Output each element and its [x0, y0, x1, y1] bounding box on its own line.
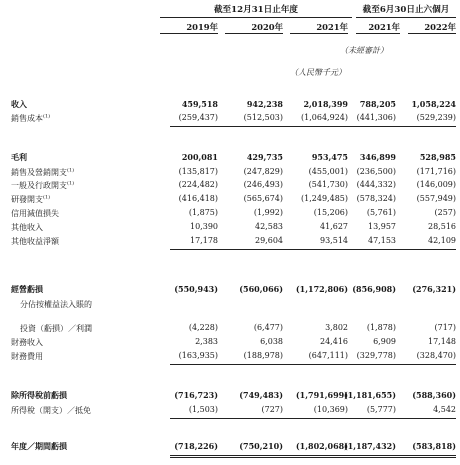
group-header-year: 截至12月31日止年度 — [160, 3, 352, 18]
cell: (328,470) — [416, 351, 456, 360]
cell: (1,503) — [188, 405, 218, 414]
cell: (259,437) — [178, 113, 218, 122]
row-label: 分佔按權益法入賬的 — [20, 300, 92, 309]
cell: (329,778) — [356, 351, 396, 360]
subtotal-rule — [170, 249, 456, 250]
cell: 47,153 — [368, 236, 396, 245]
cell: (6,477) — [253, 323, 283, 332]
cell: 429,735 — [246, 152, 283, 162]
cell: (5,777) — [366, 405, 396, 414]
row-label: 信用減值損失 — [11, 209, 59, 218]
cell: (188,978) — [243, 351, 283, 360]
cell: (236,500) — [356, 167, 396, 176]
cell: 788,205 — [359, 99, 396, 109]
cell: (717) — [434, 323, 456, 332]
cell: (441,306) — [356, 113, 396, 122]
cell: (727) — [261, 405, 283, 414]
cell: 10,390 — [190, 222, 218, 231]
cell: 93,514 — [320, 236, 348, 245]
cell: (560,066) — [239, 284, 283, 294]
row-label: 毛利 — [11, 152, 27, 162]
row-label: 研發開支$^{(1)}$ — [11, 194, 51, 204]
row-label: 財務費用 — [11, 352, 43, 361]
cell: (1,064,924) — [301, 113, 348, 122]
cell: 42,583 — [255, 222, 283, 231]
col-header-2021: 2021年 — [290, 21, 348, 34]
cell: (224,482) — [178, 180, 218, 189]
total-double-rule — [170, 455, 456, 458]
cell: (15,206) — [313, 208, 348, 217]
cell: (276,321) — [412, 284, 456, 294]
row-label: 銷售成本$^{(1)}$ — [11, 113, 51, 123]
cell: (1,172,806) — [295, 284, 348, 294]
row-label: 除所得稅前虧損 — [11, 390, 67, 400]
cell: 4,542 — [433, 405, 456, 414]
row-label: 所得稅（開支）／抵免 — [11, 406, 91, 415]
cell: (171,716) — [416, 167, 456, 176]
cell: 953,475 — [311, 152, 348, 162]
col-header-2021-h1: 2021年 — [356, 21, 400, 34]
row-label: 年度／期間虧損 — [11, 441, 67, 451]
cell: 942,238 — [246, 99, 283, 109]
cell: (1,791,699) — [295, 390, 348, 400]
cell: 41,627 — [320, 222, 348, 231]
row-label: 其他收入 — [11, 223, 43, 232]
row-label: 投資（虧損）／利潤 — [20, 324, 92, 333]
cell: 13,957 — [368, 222, 396, 231]
cell: 24,416 — [320, 337, 348, 346]
cell: (750,210) — [239, 441, 283, 451]
cell: (135,817) — [178, 167, 218, 176]
cell: (557,949) — [416, 194, 456, 203]
cell: (1,181,655) — [343, 390, 396, 400]
cell: 459,518 — [181, 99, 218, 109]
cell: 6,909 — [373, 337, 396, 346]
cell: (550,943) — [174, 284, 218, 294]
cell: (246,493) — [243, 180, 283, 189]
row-label: 其他收益淨額 — [11, 237, 59, 246]
cell: 6,038 — [260, 337, 283, 346]
cell: 346,899 — [359, 152, 396, 162]
subtotal-rule — [170, 126, 456, 127]
row-label: 收入 — [11, 99, 27, 109]
cell: (541,730) — [308, 180, 348, 189]
cell: (416,418) — [178, 194, 218, 203]
cell: (444,332) — [356, 180, 396, 189]
cell: 3,802 — [325, 323, 348, 332]
col-header-2019: 2019年 — [160, 21, 218, 34]
currency-note: （人民幣千元） — [290, 68, 346, 77]
cell: 2,383 — [195, 337, 218, 346]
cell: (1,802,068) — [295, 441, 348, 451]
cell: (257) — [434, 208, 456, 217]
cell: 528,985 — [419, 152, 456, 162]
col-header-2022-h1: 2022年 — [408, 21, 456, 34]
unaudited-note: （未經審計） — [340, 46, 388, 55]
cell: 17,178 — [190, 236, 218, 245]
cell: 17,148 — [428, 337, 456, 346]
cell: (647,111) — [308, 351, 348, 360]
cell: (455,001) — [308, 167, 348, 176]
cell: 200,081 — [181, 152, 218, 162]
cell: 42,109 — [428, 236, 456, 245]
subtotal-rule — [170, 364, 456, 365]
cell: 2,018,399 — [303, 99, 348, 109]
row-label: 經營虧損 — [11, 284, 43, 294]
cell: (529,239) — [416, 113, 456, 122]
cell: (5,761) — [366, 208, 396, 217]
cell: (1,187,432) — [343, 441, 396, 451]
cell: (1,249,485) — [301, 194, 348, 203]
cell: (10,369) — [313, 405, 348, 414]
cell: (1,878) — [366, 323, 396, 332]
group-header-half-year: 截至6月30日止六個月 — [356, 3, 456, 18]
cell: (247,829) — [243, 167, 283, 176]
cell: (4,228) — [188, 323, 218, 332]
row-label: 一般及行政開支$^{(1)}$ — [11, 180, 75, 190]
cell: (146,009) — [416, 180, 456, 189]
cell: (749,483) — [239, 390, 283, 400]
cell: (588,360) — [412, 390, 456, 400]
row-label: 財務收入 — [11, 338, 43, 347]
cell: 28,516 — [428, 222, 456, 231]
cell: 29,604 — [255, 236, 283, 245]
cell: 1,058,224 — [411, 99, 456, 109]
subtotal-rule — [170, 418, 456, 419]
row-label: 銷售及營銷開支$^{(1)}$ — [11, 167, 75, 177]
cell: (163,935) — [178, 351, 218, 360]
cell: (1,992) — [253, 208, 283, 217]
cell: (718,226) — [174, 441, 218, 451]
cell: (1,875) — [188, 208, 218, 217]
cell: (565,674) — [243, 194, 283, 203]
cell: (512,503) — [243, 113, 283, 122]
cell: (583,818) — [412, 441, 456, 451]
cell: (578,324) — [356, 194, 396, 203]
col-header-2020: 2020年 — [225, 21, 283, 34]
cell: (856,908) — [352, 284, 396, 294]
cell: (716,723) — [174, 390, 218, 400]
